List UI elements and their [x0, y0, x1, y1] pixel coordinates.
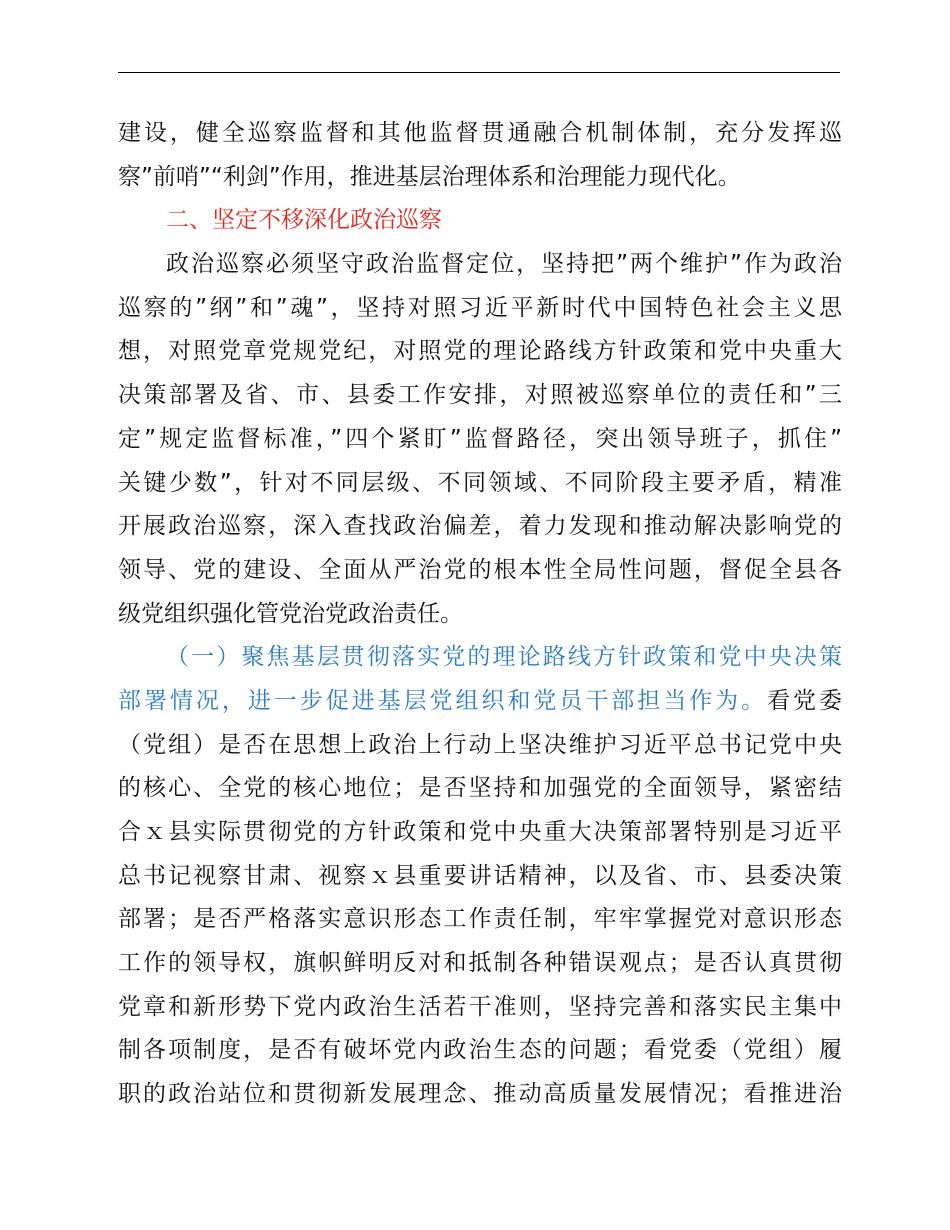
- text-line: 关键少数”，针对不同层级、不同领域、不同阶段主要矛盾，精准: [118, 469, 842, 496]
- text-line: 职的政治站位和贯彻新发展理念、推动高质量发展情况；看推进治: [118, 1081, 842, 1108]
- text-line: 巡察的”纲”和”魂”，坚持对照习近平新时代中国特色社会主义思: [118, 294, 842, 321]
- text-line: 部署；是否严格落实意识形态工作责任制，牢牢掌握党对意识形态: [118, 906, 842, 933]
- text-line: 总书记视察甘肃、视察ｘ县重要讲话精神，以及省、市、县委决策: [118, 862, 842, 889]
- header-rule: [118, 72, 840, 73]
- subsection-heading: （一）聚焦基层贯彻落实党的理论路线方针政策和党中央决策: [166, 644, 842, 671]
- document-body: [118, 112, 842, 1117]
- text-line: （党组）是否在思想上政治上行动上坚决维护习近平总书记党中央: [118, 731, 842, 758]
- text-line: 级党组织强化管党治党政治责任。: [118, 600, 463, 627]
- text-line: 察”前哨”“利剑”作用，推进基层治理体系和治理能力现代化。: [118, 163, 741, 190]
- text-line: 开展政治巡察，深入查找政治偏差，着力发现和推动解决影响党的: [118, 513, 842, 540]
- section-heading: 二、坚定不移深化政治巡察: [166, 207, 442, 234]
- text-line: 的核心、全党的核心地位；是否坚持和加强党的全面领导，紧密结: [118, 775, 842, 802]
- text-line: 建设，健全巡察监督和其他监督贯通融合机制体制，充分发挥巡: [118, 120, 842, 146]
- text-line: 政治巡察必须坚守政治监督定位，坚持把”两个维护”作为政治: [166, 251, 842, 278]
- text-line: 党章和新形势下党内政治生活若干准则，坚持完善和落实民主集中: [118, 993, 842, 1020]
- subsection-heading-end: 部署情况，进一步促进基层党组织和党员干部担当作为。: [118, 687, 768, 714]
- text-line: 制各项制度，是否有破坏党内政治生态的问题；看党委（党组）履: [118, 1037, 842, 1064]
- text-line: 决策部署及省、市、县委工作安排，对照被巡察单位的责任和”三: [118, 382, 842, 409]
- text-line-start: 看党委: [767, 687, 842, 714]
- subsection-heading-line: [118, 680, 842, 724]
- text-line: 想，对照党章党规党纪，对照党的理论路线方针政策和党中央重大: [118, 338, 842, 365]
- text-line: 定”规定监督标准，”四个紧盯”监督路径，突出领导班子，抓住”: [118, 425, 842, 452]
- text-line: 领导、党的建设、全面从严治党的根本性全局性问题，督促全县各: [118, 556, 842, 583]
- text-line: 合ｘ县实际贯彻党的方针政策和党中央重大决策部署特别是习近平: [118, 819, 842, 845]
- text-line: 工作的领导权，旗帜鲜明反对和抵制各种错误观点；是否认真贯彻: [118, 950, 842, 977]
